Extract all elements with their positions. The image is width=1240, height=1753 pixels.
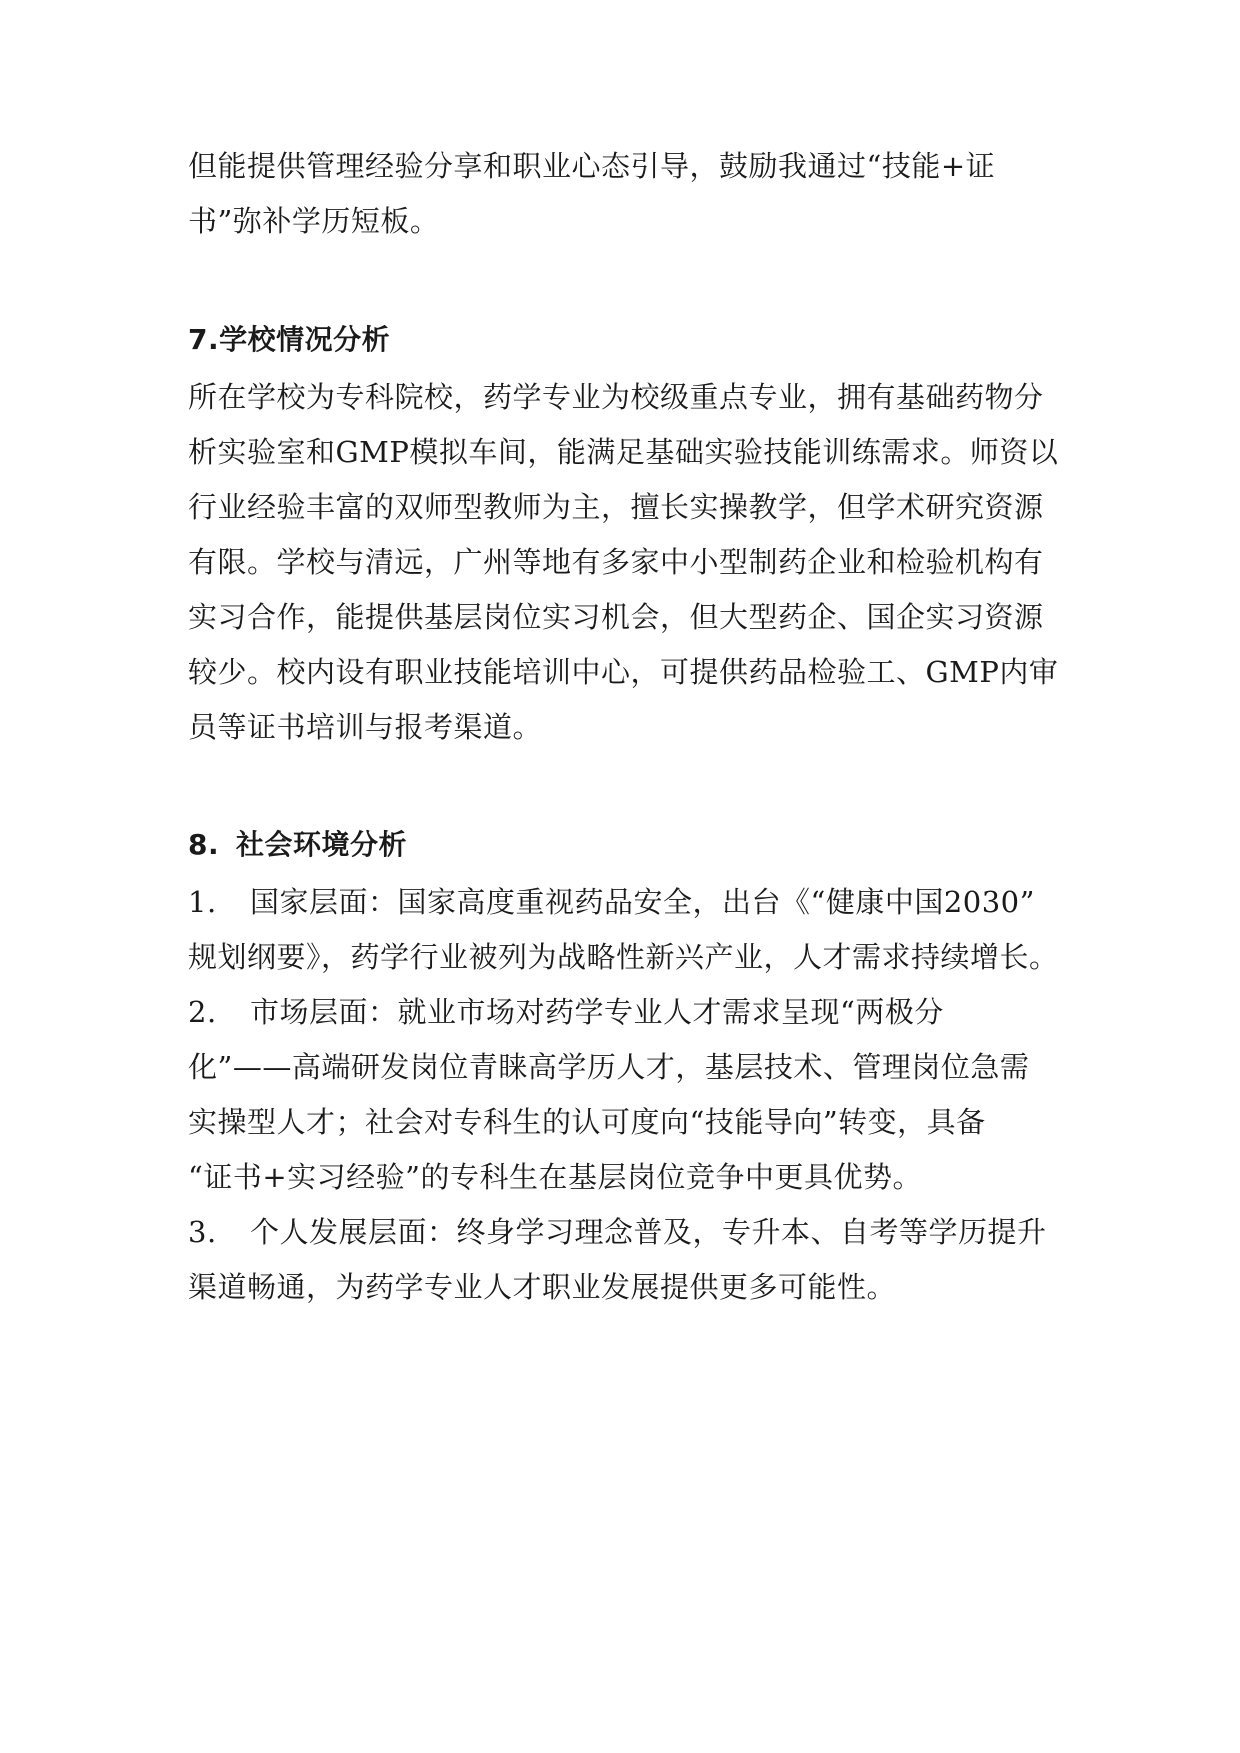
list-item-3 <box>188 1212 1047 1252</box>
list-item-2-line-2: 化”——高端研发岗位青睐高学历人才，基层技术、管理岗位急需 <box>188 1050 1030 1084</box>
section-8-number: 8. <box>188 828 220 861</box>
list-item-2 <box>188 992 944 1032</box>
list-item-1-line-2: 规划纲要》，药学行业被列为战略性新兴产业，人才需求持续增长。 <box>188 940 1059 974</box>
intro-line-1: 但能提供管理经验分享和职业心态引导，鼓励我通过“技能+证 <box>188 149 996 183</box>
section-7-line-1: 所在学校为专科院校，药学专业为校级重点专业，拥有基础药物分 <box>188 380 1044 414</box>
section-8-heading <box>188 825 407 865</box>
section-7-line-6: 较少。校内设有职业技能培训中心，可提供药品检验工、GMP内审 <box>188 655 1059 689</box>
list-item-3-number: 3. <box>188 1215 217 1249</box>
section-7-line-2: 析实验室和GMP模拟车间，能满足基础实验技能训练需求。师资以 <box>188 435 1059 469</box>
section-7-line-3: 行业经验丰富的双师型教师为主，擅长实操教学，但学术研究资源 <box>188 490 1044 524</box>
intro-line-2: 书”弥补学历短板。 <box>188 204 440 238</box>
list-item-2-line-3: 实操型人才；社会对专科生的认可度向“技能导向”转变，具备 <box>188 1105 986 1139</box>
section-7-line-4: 有限。学校与清远，广州等地有多家中小型制药企业和检验机构有 <box>188 545 1044 579</box>
list-item-1-text: 国家层面：国家高度重视药品安全，出台《“健康中国2030” <box>250 885 1035 919</box>
list-item-1 <box>188 882 1035 922</box>
list-item-2-text: 市场层面：就业市场对药学专业人才需求呈现“两极分 <box>250 995 944 1029</box>
section-7-line-5: 实习合作，能提供基层岗位实习机会，但大型药企、国企实习资源 <box>188 600 1044 634</box>
list-item-3-line-2: 渠道畅通，为药学专业人才职业发展提供更多可能性。 <box>188 1270 897 1304</box>
section-7-heading: 7.学校情况分析 <box>188 323 391 356</box>
section-8-title: 社会环境分析 <box>236 828 408 861</box>
list-item-2-line-4: “证书+实习经验”的专科生在基层岗位竞争中更具优势。 <box>188 1160 922 1194</box>
section-7-line-7: 员等证书培训与报考渠道。 <box>188 710 543 744</box>
list-item-3-text: 个人发展层面：终身学习理念普及，专升本、自考等学历提升 <box>250 1215 1047 1249</box>
list-item-1-number: 1. <box>188 885 217 919</box>
list-item-2-number: 2. <box>188 995 217 1029</box>
